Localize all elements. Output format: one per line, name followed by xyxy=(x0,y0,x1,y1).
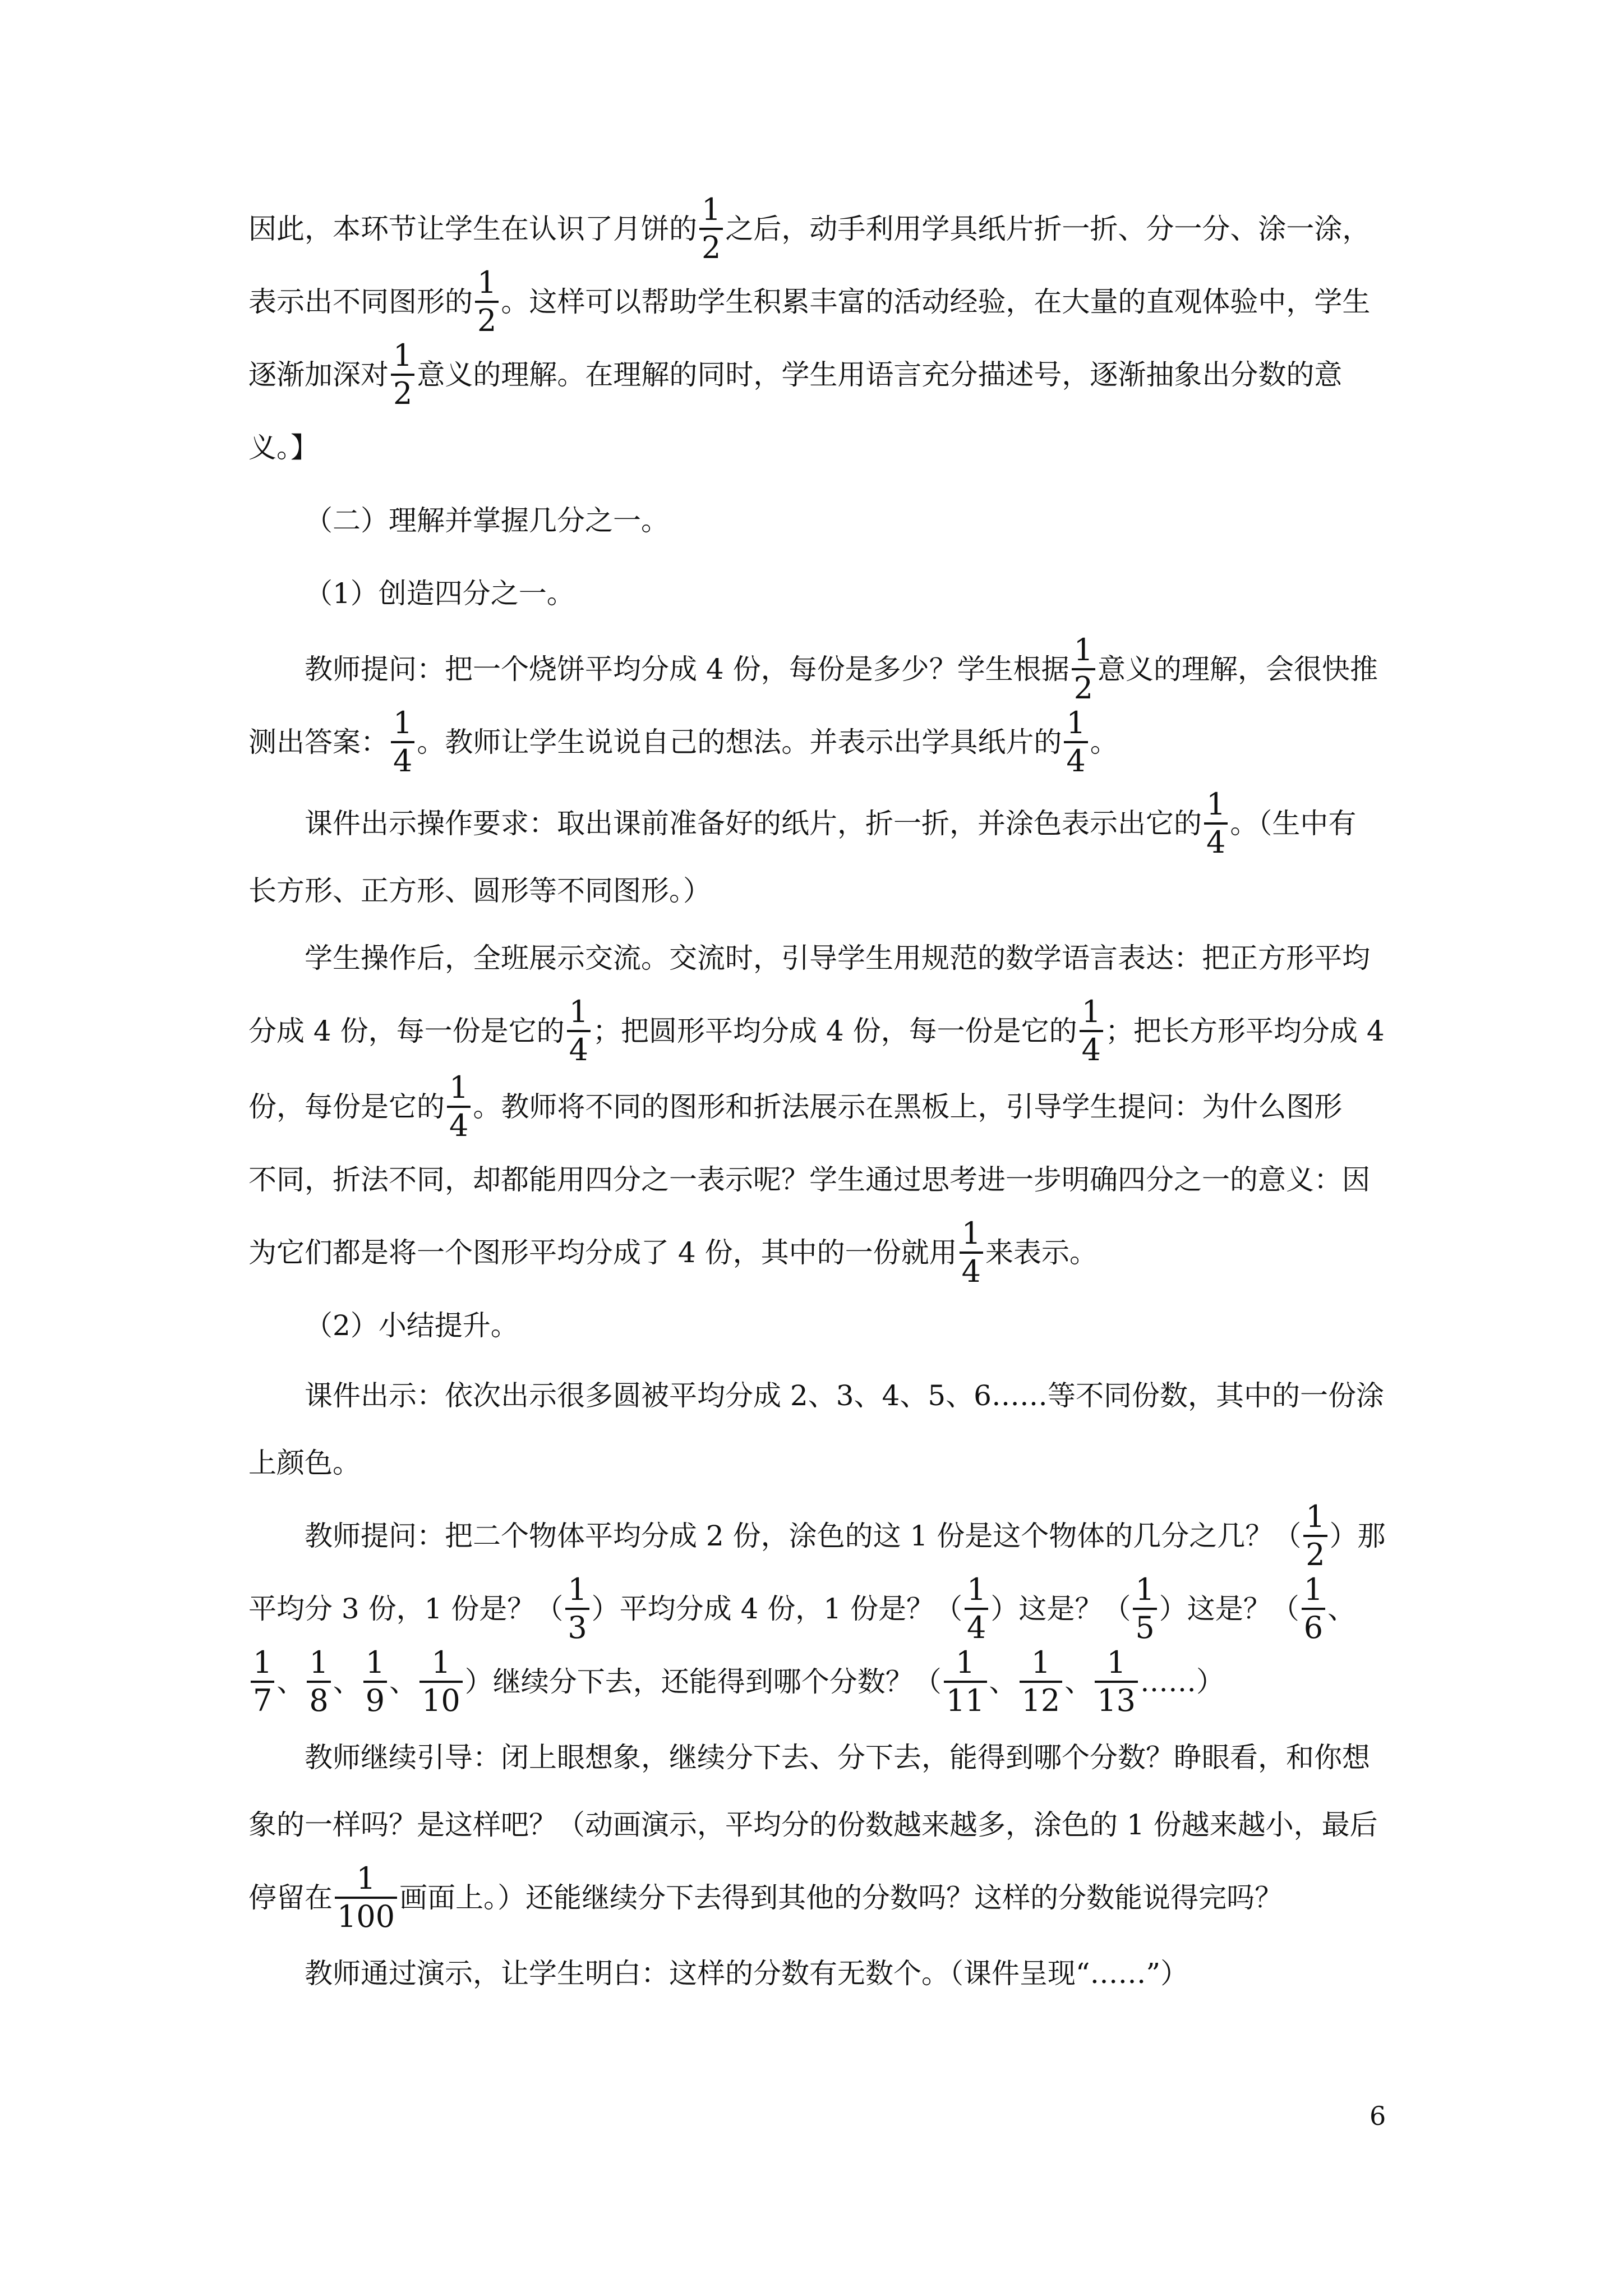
numerator: 1 xyxy=(1073,632,1093,668)
text-run: 学生操作后，全班展示交流。交流时，引导学生用规范的数学语言表达：把正方形平均 xyxy=(305,942,1370,974)
text-run: 意义的理解，会很快推 xyxy=(1097,653,1378,685)
fraction xyxy=(699,193,723,265)
denominator: 4 xyxy=(961,1254,981,1289)
text-run: 、 xyxy=(389,1665,418,1698)
denominator: 2 xyxy=(1073,670,1093,706)
text-run: 分成 4 份，每一份是它的 xyxy=(248,1015,565,1047)
text-run: ……） xyxy=(1140,1665,1224,1698)
text-run: 画面上。）还能继续分下去得到其他的分数吗？这样的分数能说得完吗？ xyxy=(399,1881,1283,1914)
fraction xyxy=(1080,995,1103,1067)
text-run: 教师提问：把一个烧饼平均分成 4 份，每份是多少？学生根据 xyxy=(305,653,1069,685)
fraction xyxy=(251,1646,274,1718)
fraction xyxy=(1095,1646,1138,1718)
fraction xyxy=(1072,633,1095,705)
text-line xyxy=(305,920,1370,992)
numerator: 1 xyxy=(356,1861,376,1896)
text-line xyxy=(248,1069,1343,1143)
numerator: 1 xyxy=(702,192,721,227)
text-run: 课件出示：依次出示很多圆被平均分成 2、3、4、5、6……等不同份数，其中的一份涂 xyxy=(305,1379,1384,1412)
text-run: 、 xyxy=(1064,1665,1093,1698)
text-line xyxy=(248,1644,1224,1718)
text-run: 长方形、正方形、圆形等不同图形。） xyxy=(248,875,711,907)
denominator: 5 xyxy=(1135,1610,1155,1645)
heading-text: （二）理解并掌握几分之一。 xyxy=(305,504,669,537)
fraction xyxy=(391,339,414,411)
denominator: 100 xyxy=(337,1899,395,1934)
text-run: 不同，折法不同，却都能用四分之一表示呢？学生通过思考进一步明确四分之一的意义：因 xyxy=(248,1163,1370,1196)
numerator: 1 xyxy=(1206,786,1226,822)
numerator: 1 xyxy=(449,1070,469,1105)
numerator: 1 xyxy=(568,1572,587,1607)
fraction xyxy=(475,266,499,338)
text-line xyxy=(305,1498,1386,1570)
text-run: 逐渐加深对 xyxy=(248,358,389,391)
numerator: 1 xyxy=(309,1645,329,1680)
text-run: ）那 xyxy=(1329,1520,1386,1552)
fraction xyxy=(567,995,591,1067)
text-line xyxy=(248,853,711,924)
text-line xyxy=(305,785,1357,860)
text-run: 、 xyxy=(276,1665,305,1698)
denominator: 2 xyxy=(393,376,413,411)
denominator: 8 xyxy=(309,1683,329,1718)
text-run: ；把长方形平均分成 4 xyxy=(1105,1015,1385,1047)
text-line xyxy=(305,1719,1370,1791)
fraction xyxy=(1204,788,1228,859)
text-line xyxy=(248,1571,1356,1645)
denominator: 10 xyxy=(422,1683,460,1718)
text-run: 。教师让学生说说自己的想法。并表示出学具纸片的 xyxy=(417,726,1062,758)
text-run: 测出答案： xyxy=(248,726,389,758)
fraction xyxy=(307,1646,330,1718)
numerator: 1 xyxy=(431,1645,451,1680)
text-line xyxy=(248,337,1343,411)
numerator: 1 xyxy=(1303,1572,1324,1607)
fraction xyxy=(391,706,414,778)
numerator: 1 xyxy=(1066,705,1086,740)
denominator: 11 xyxy=(946,1683,985,1718)
numerator: 1 xyxy=(393,338,413,373)
text-run: 、 xyxy=(333,1665,361,1698)
denominator: 6 xyxy=(1303,1610,1324,1645)
text-line xyxy=(248,1787,1378,1858)
fraction xyxy=(363,1646,387,1718)
numerator: 1 xyxy=(477,265,497,300)
text-line xyxy=(248,264,1371,338)
text-run: 因此，本环节让学生在认识了月饼的 xyxy=(248,213,697,245)
fraction xyxy=(1020,1646,1063,1718)
text-run: 。这样可以帮助学生积累丰富的活动经验，在大量的直观体验中，学生 xyxy=(501,286,1371,318)
denominator: 2 xyxy=(477,303,497,338)
text-run: 表示出不同图形的 xyxy=(248,286,473,318)
text-line xyxy=(248,1214,1098,1289)
text-line xyxy=(248,191,1370,263)
text-line xyxy=(248,1860,1283,1934)
text-run: 教师通过演示，让学生明白：这样的分数有无数个。（课件呈现“……”） xyxy=(305,1957,1189,1990)
text-run: ；把圆形平均分成 4 份，每一份是它的 xyxy=(592,1015,1077,1047)
text-line xyxy=(248,1425,361,1497)
fraction xyxy=(965,1573,988,1645)
denominator: 9 xyxy=(365,1683,385,1718)
text-run: 。教师将不同的图形和折法展示在黑板上，引导学生提问：为什么图形 xyxy=(473,1091,1343,1123)
subsection-heading xyxy=(305,555,575,627)
numerator: 1 xyxy=(1135,1572,1155,1607)
numerator: 1 xyxy=(1031,1645,1051,1680)
denominator: 2 xyxy=(702,230,721,265)
text-run: 、 xyxy=(989,1665,1017,1698)
heading-text: （2）小结提升。 xyxy=(305,1309,519,1342)
numerator: 1 xyxy=(955,1645,975,1680)
text-run: 。 xyxy=(1090,726,1118,758)
page-number: 6 xyxy=(1370,2101,1386,2131)
fraction xyxy=(1064,706,1087,778)
denominator: 4 xyxy=(393,743,413,779)
text-run: ）平均分成 4 份，1 份是？（ xyxy=(591,1593,962,1625)
numerator: 1 xyxy=(961,1216,981,1251)
numerator: 1 xyxy=(365,1645,385,1680)
denominator: 4 xyxy=(966,1610,986,1645)
denominator: 13 xyxy=(1097,1683,1136,1718)
text-run: 份，每份是它的 xyxy=(248,1091,445,1123)
fraction xyxy=(944,1646,987,1718)
denominator: 12 xyxy=(1021,1683,1061,1718)
text-run: ）这是？（ xyxy=(1159,1593,1299,1625)
text-run: 之后，动手利用学具纸片折一折、分一分、涂一涂， xyxy=(725,213,1371,245)
fraction xyxy=(960,1217,983,1289)
fraction xyxy=(565,1573,589,1645)
denominator: 4 xyxy=(449,1108,469,1143)
section-heading xyxy=(305,482,669,554)
text-run: ）继续分下去，还能得到哪个分数？（ xyxy=(464,1665,942,1698)
denominator: 3 xyxy=(568,1610,587,1645)
text-run: 、 xyxy=(1327,1593,1356,1625)
text-line xyxy=(305,1358,1384,1429)
numerator: 1 xyxy=(1081,994,1101,1029)
text-line xyxy=(248,704,1118,779)
denominator: 4 xyxy=(1081,1032,1101,1068)
text-run: 课件出示操作要求：取出课前准备好的纸片，折一折，并涂色表示出它的 xyxy=(305,807,1202,840)
text-run: 为它们都是将一个图形平均分成了 4 份，其中的一份就用 xyxy=(248,1236,957,1269)
fraction xyxy=(1302,1573,1325,1645)
denominator: 4 xyxy=(569,1032,588,1068)
fraction xyxy=(335,1862,397,1934)
text-run: 义。】 xyxy=(248,431,319,464)
numerator: 1 xyxy=(1306,1499,1325,1534)
denominator: 2 xyxy=(1306,1537,1325,1572)
text-line xyxy=(248,993,1385,1068)
heading-text: （1）创造四分之一。 xyxy=(305,577,575,610)
text-run: 意义的理解。在理解的同时，学生用语言充分描述号，逐渐抽象出分数的意 xyxy=(417,358,1343,391)
text-run: ）这是？（ xyxy=(990,1593,1131,1625)
numerator: 1 xyxy=(253,1645,273,1680)
text-line xyxy=(305,1935,1188,2007)
denominator: 4 xyxy=(1206,825,1226,860)
fraction xyxy=(1133,1573,1156,1645)
denominator: 4 xyxy=(1066,743,1086,779)
denominator: 7 xyxy=(253,1683,273,1718)
text-line xyxy=(305,631,1378,706)
numerator: 1 xyxy=(966,1572,986,1607)
fraction xyxy=(447,1071,471,1143)
text-run: 停留在 xyxy=(248,1881,333,1914)
text-line xyxy=(248,1142,1370,1213)
numerator: 1 xyxy=(569,994,588,1029)
text-run: 平均分 3 份，1 份是？（ xyxy=(248,1593,564,1625)
text-run: 上颜色。 xyxy=(248,1447,361,1479)
fraction xyxy=(1303,1500,1327,1572)
text-run: 教师继续引导：闭上眼想象，继续分下去、分下去，能得到哪个分数？睁眼看，和你想 xyxy=(305,1741,1370,1774)
text-run: 象的一样吗？是这样吧？（动画演示，平均分的份数越来越多，涂色的 1 份越来越小，最后 xyxy=(248,1809,1378,1841)
subsection-heading xyxy=(305,1287,519,1359)
numerator: 1 xyxy=(1106,1645,1126,1680)
text-run: 来表示。 xyxy=(985,1236,1098,1269)
text-run: 教师提问：把二个物体平均分成 2 份，涂色的这 1 份是这个物体的几分之几？（ xyxy=(305,1520,1302,1552)
fraction xyxy=(419,1646,463,1718)
text-line xyxy=(248,409,319,481)
numerator: 1 xyxy=(393,705,413,740)
text-run: 。（生中有 xyxy=(1230,807,1357,840)
